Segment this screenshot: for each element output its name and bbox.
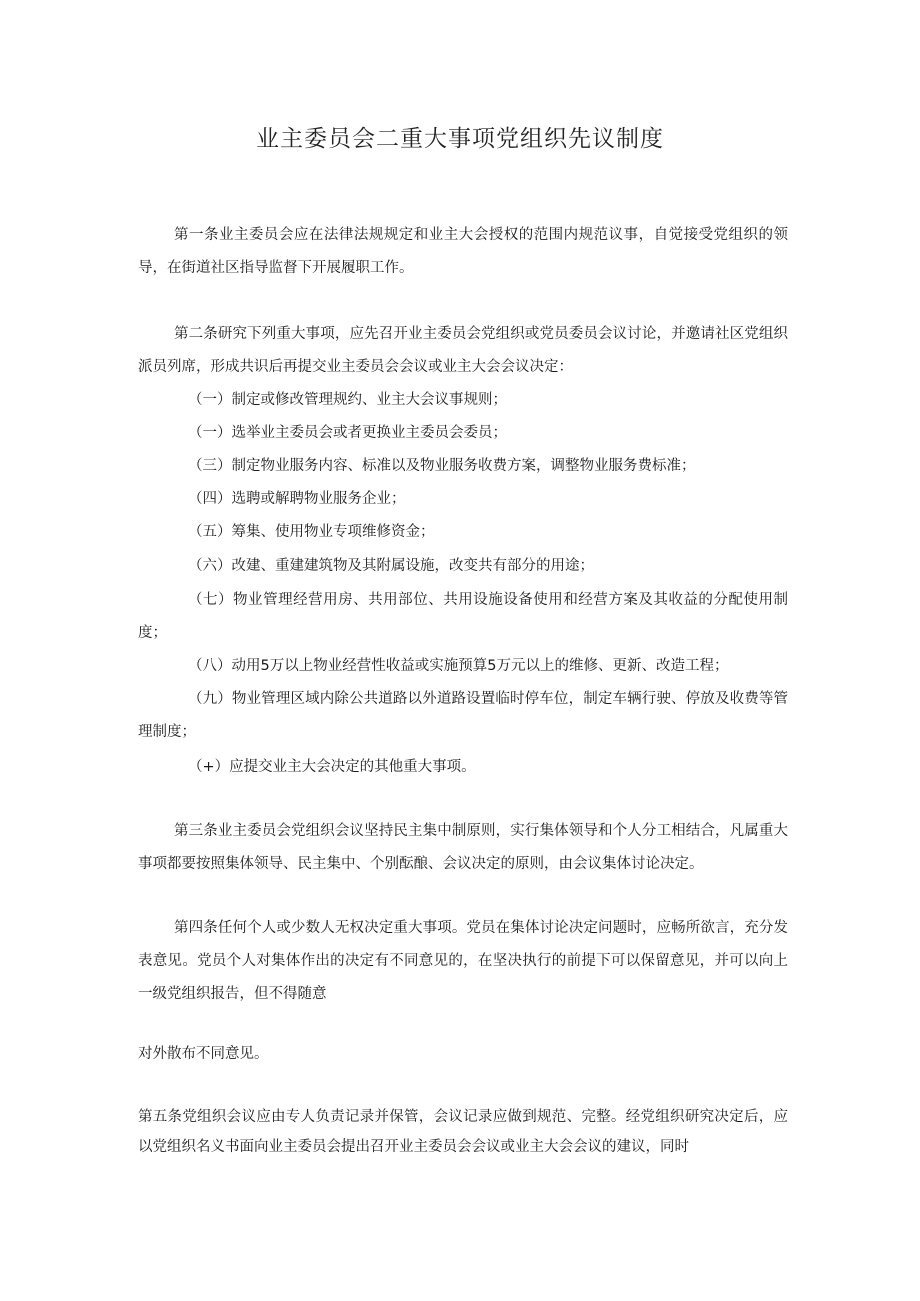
article-2-item-2: （一）选举业主委员会或者更换业主委员会委员； <box>188 425 507 441</box>
article-2-item-7: （七）物业管理经营用房、共用部位、共用设施设备使用和经营方案及其收益的分配使用制度； <box>138 592 788 641</box>
article-2-item-4: （四）选聘或解聘物业服务企业； <box>188 491 406 507</box>
article-2-intro: 第二条研究下列重大事项，应先召开业主委员会党组织或党员委员会议讨论，并邀请社区党组织派员列席，形成共识后再提交业主委员会会议或业主大会会议决定： <box>138 326 788 375</box>
article-2-item-8: （八）动用5万以上物业经营性收益或实施预算5万元以上的维修、更新、改造工程； <box>188 658 729 674</box>
article-3: 第三条业主委员会党组织会议坚持民主集中制原则，实行集体领导和个人分工相结合，凡属重大事项都要按照集体领导、民主集中、个别酝酿、会议决定的原则，由会议集体讨论决定。 <box>138 823 788 872</box>
article-1: 第一条业主委员会应在法律法规规定和业主大会授权的范围内规范议事，自觉接受党组织的领导，在街道社区指导监督下开展履职工作。 <box>138 227 788 276</box>
article-4-continued: 对外散布不同意见。 <box>138 1046 269 1062</box>
article-4: 第四条任何个人或少数人无权决定重大事项。党员在集体讨论决定问题时，应畅所欲言，充分发表意见。党员个人对集体作出的决定有不同意见的，在坚决执行的前提下可以保留意见，并可以向上一级党组织报告，但不得随意 <box>138 920 788 1002</box>
article-2-item-10: （+）应提交业主大会决定的其他重大事项。 <box>188 759 476 775</box>
article-2-item-3: （三）制定物业服务内容、标准以及物业服务收费方案，调整物业服务费标准； <box>188 458 696 474</box>
article-5: 第五条党组织会议应由专人负责记录并保管，会议记录应做到规范、完整。经党组织研究决定后，应以党组织名义书面向业主委员会提出召开业主委员会会议或业主大会会议的建议，同时 <box>138 1109 788 1155</box>
article-2-item-1: （一）制定或修改管理规约、业主大会议事规则； <box>188 392 507 408</box>
article-2-item-5: （五）筹集、使用物业专项维修资金； <box>188 524 435 540</box>
article-2-item-6: （六）改建、重建建筑物及其附属设施，改变共有部分的用途； <box>188 558 594 574</box>
page-title: 业主委员会二重大事项党组织先议制度 <box>256 126 664 152</box>
article-2-item-9: （九）物业管理区域内除公共道路以外道路设置临时停车位，制定车辆行驶、停放及收费等管理制度； <box>138 691 788 740</box>
